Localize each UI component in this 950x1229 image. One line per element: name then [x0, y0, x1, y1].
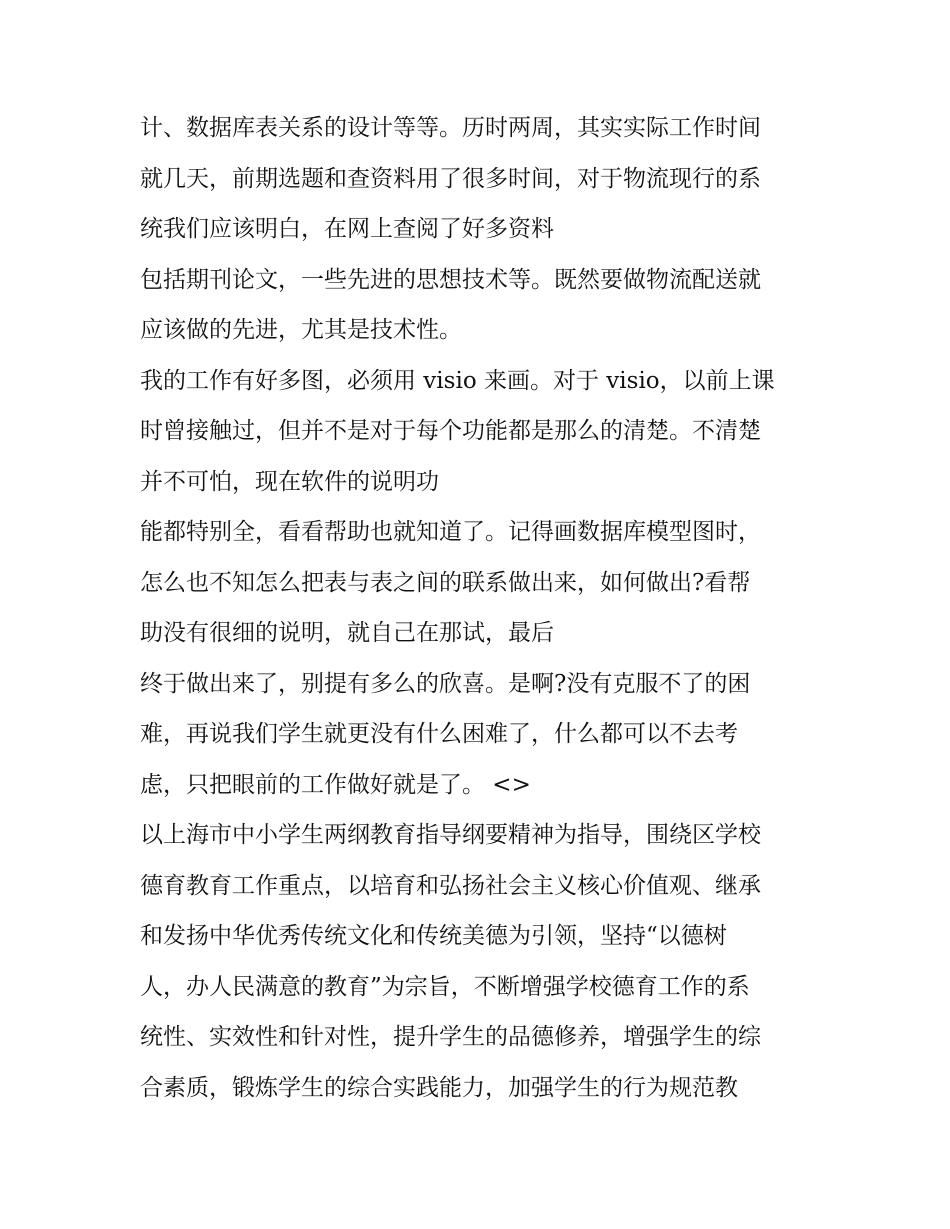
text-line: 助没有很细的说明，就自己在那试，最后: [140, 620, 554, 646]
text-line: 能都特别全，看看帮助也就知道了。记得画数据库模型图时，: [140, 519, 761, 545]
text-line: 合素质，锻炼学生的综合实践能力，加强学生的行为规范教: [140, 1074, 738, 1101]
text-line: 计、数据库表关系的设计等等。历时两周，其实实际工作时间: [140, 115, 761, 141]
text-line: 终于做出来了，别提有多么的欣喜。是啊?没有克服不了的困: [140, 670, 751, 697]
text-line: 我的工作有好多图，必须用 visio 来画。对于 visio，以前上课: [140, 367, 775, 394]
text-line: 以上海市中小学生两纲教育指导纲要精神为指导，围绕区学校: [140, 822, 761, 848]
text-line: 虑，只把眼前的工作做好就是了。 <>: [140, 771, 531, 798]
text-line: 并不可怕，现在软件的说明功: [140, 468, 439, 495]
text-line: 时曾接触过，但并不是对于每个功能都是那么的清楚。不清楚: [140, 418, 761, 444]
text-line: 怎么也不知怎么把表与表之间的联系做出来，如何做出?看帮: [140, 569, 751, 596]
text-line: 人，办人民满意的教育”为宗旨，不断增强学校德育工作的系: [140, 973, 750, 1000]
text-line: 难，再说我们学生就更没有什么困难了，什么都可以不去考: [140, 721, 738, 747]
text-line: 包括期刊论文，一些先进的思想技术等。既然要做物流配送就: [140, 266, 761, 293]
text-line: 德育教育工作重点，以培育和弘扬社会主义核心价值观、继承: [140, 872, 761, 899]
text-line: 应该做的先进，尤其是技术性。: [140, 317, 462, 343]
text-line: 就几天，前期选题和查资料用了很多时间，对于物流现行的系: [140, 165, 761, 192]
text-line: 统我们应该明白，在网上查阅了好多资料: [140, 216, 554, 242]
text-line: 统性、实效性和针对性，提升学生的品德修养，增强学生的综: [140, 1024, 761, 1050]
document-body: [140, 103, 820, 1113]
text-line: 和发扬中华优秀传统文化和传统美德为引领，坚持“以德树: [140, 923, 727, 949]
